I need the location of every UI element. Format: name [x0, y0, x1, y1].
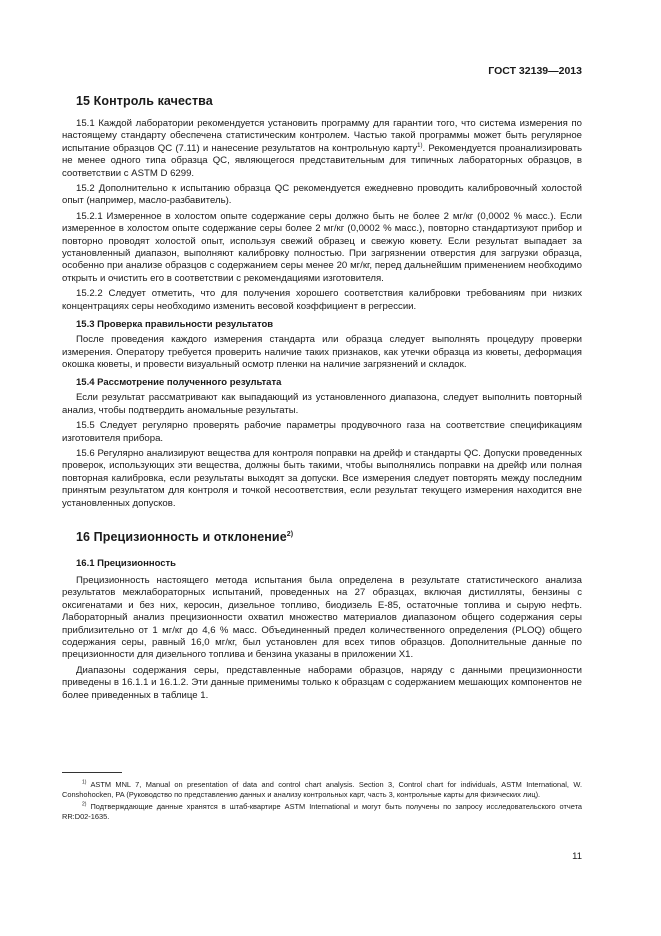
footnote-1: $^{1)}$ ASTM MNL 7, Manual on presentation of data and control chart analysis. Section 3, Control chart for individuals, ASTM International, W. Conshohocken, PA (Руководство по представлению данных и анализу контрольных карт, часть 3, контрольные карты для физических лиц).	[62, 779, 582, 799]
paragraph-15-3: После проведения каждого измерения стандарта или образца следует выполнять процедуру проверки измерения. Оператору требуется проверить наличие таких признаков, как утечки образца из кюветы, деформация окошка кюветы, и провести визуальный осмотр пленки на наличие загрязнений и складок.	[62, 334, 582, 370]
main-content	[62, 94, 582, 702]
paragraph-15-6: 15.6 Регулярно анализируют вещества для контроля поправки на дрейф и стандарты QC. Допуски проведенных проверок, использующих эти вещества, должны быть такими, чтобы выполнялись поправки на дрейф или полная повторная калибровка, если результаты выходят за допуски. Все измерения следует повторять между последним принятым результатом для контроля и точкой несоответствия, если результат текущего измерения находится вне установленных допусков.	[62, 447, 582, 509]
page-number: 11	[572, 851, 582, 862]
paragraph-16-1-b: Диапазоны содержания серы, представленные наборами образцов, наряду с данными прецизионности приведены в 16.1.1 и 16.1.2. Эти данные применимы только к образцам с содержанием мешающих компонентов не более приведенных в таблице 1.	[62, 664, 582, 701]
paragraph-15-5: 15.5 Следует регулярно проверять рабочие параметры продувочного газа на соответствие спецификациям изготовителя прибора.	[62, 420, 582, 444]
footnote-ref-2: 2)	[286, 530, 294, 538]
section-16-title: 16 Прецизионность и отклонение$^{2)}$	[76, 529, 294, 544]
paragraph-15-4: Если результат рассматривают как выпадающий из установленного диапазона, следует выполнить повторный анализ, чтобы подтвердить аномальные результаты.	[62, 392, 582, 416]
footnote-divider	[62, 772, 122, 773]
heading-15-3: 15.3 Проверка правильности результатов	[76, 319, 274, 331]
paragraph-15-1: 15.1 Каждой лаборатории рекомендуется установить программу для гарантии того, что система измерения по настоящему стандарту обеспечена статистическим контролем. Частью такой программы может быть регулярное испытание образцов QC (7.11) и нанесение результатов на контрольную карту$^{1)}$. Рекомендуется проанализировать не менее одного типа образца QC, являющегося представительным для типичных лабораторных образцов, в соответствии с ASTM D 6299.	[62, 118, 582, 179]
footnote-2: $^{2)}$ Подтверждающие данные хранятся в штаб-квартире ASTM International и могут быть получены по запросу исследовательского отчета RR:D02-1635.	[62, 801, 582, 821]
paragraph-16-1-a: Прецизионность настоящего метода испытания была определена в результате статистического анализа результатов межлабораторных испытаний, проведенных на 27 образцах, включая дистилляты, бензины с оксигенатами и без них, керосин, дизельное топливо, биодизель Е-85, остаточные топлива и сырую нефть. Лабораторный анализ прецизионности охватил множество материалов диапазоном общего содержания серы приблизительно от 1 мг/кг до 4,6 % масс. Объединенный предел количественного определения (PLOQ) общего содержания серы, равный 16,0 мг/кг, был установлен для всех типов образцов. Дополнительные данные по прецизионности для дизельного топлива и бензина указаны в приложении X1.	[62, 574, 582, 661]
paragraph-15-2: 15.2 Дополнительно к испытанию образца QC рекомендуется ежедневно проводить калибровочный холостой опыт (например, масло-разбавитель).	[62, 183, 582, 207]
paragraph-15-2-1: 15.2.1 Измеренное в холостом опыте содержание серы должно быть не более 2 мг/кг (0,0002 % масс.). Если измеренное в холостом опыте содержание серы более 2 мг/кг (0,0002 % масс.), повторно стандартизуют прибор и повторно проводят холостой опыт, используя свежий образец и свежую кювету. Если результат выпадает за установленный диапазон, выполняют калибровку полностью. При загрязнении отверстия для загрузки образца, особенно при анализе образцов с содержанием серы менее 20 мг/кг, перед дальнейшим применением необходимо открыть и очистить его в соответствии с рекомендациями изготовителя.	[62, 210, 582, 284]
footnote-ref-1: 1)	[417, 142, 423, 149]
footnotes	[62, 772, 582, 824]
heading-16-1: 16.1 Прецизионность	[76, 557, 177, 569]
heading-15-4: 15.4 Рассмотрение полученного результата	[76, 377, 282, 389]
standard-header: ГОСТ 32139—2013	[488, 65, 582, 77]
section-15-title: 15 Контроль качества	[76, 94, 213, 108]
paragraph-15-2-2: 15.2.2 Следует отметить, что для получения хорошего соответствия калибровки требованиям при низких концентрациях серы необходимо изменить весовой коэффициент в регрессии.	[62, 288, 582, 312]
